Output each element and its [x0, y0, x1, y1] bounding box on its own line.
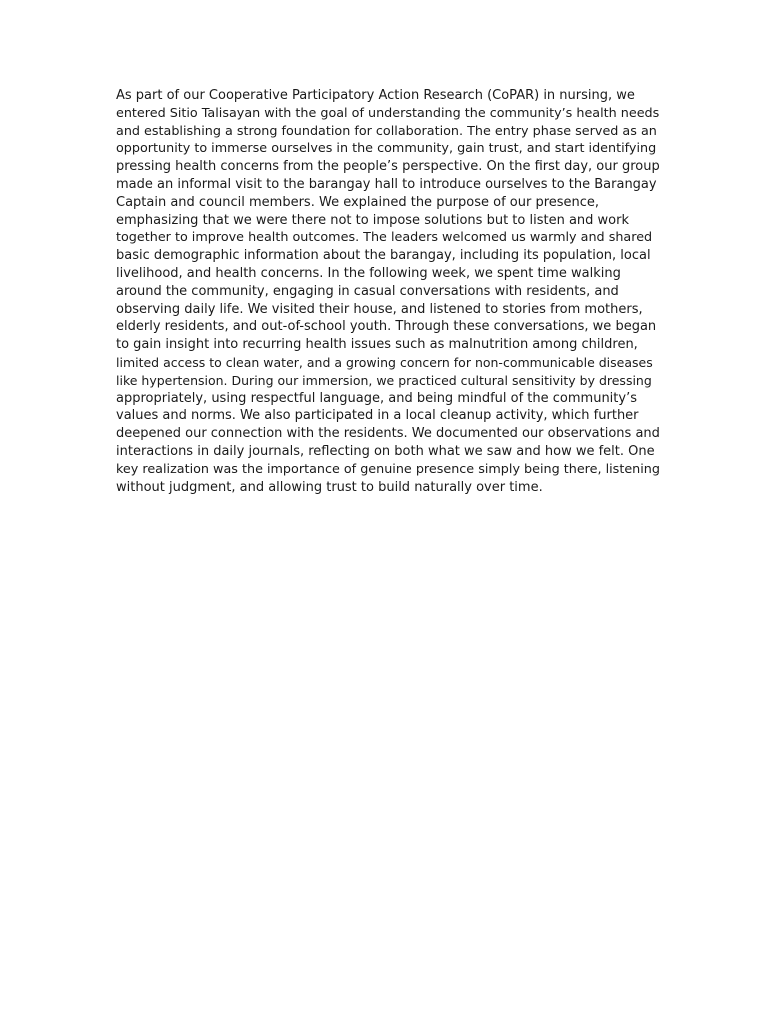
paragraph-line-19: values and norms. We also participated in a local cleanup activity, which further [116, 408, 639, 424]
paragraph-line-4: opportunity to immerse ourselves in the community, gain trust, and start identifying [116, 141, 657, 157]
paragraph-line-6: made an informal visit to the barangay hall to introduce ourselves to the Barangay [116, 176, 657, 192]
paragraph-line-16: limited access to clean water, and a growing concern for non-communicable diseases [116, 354, 653, 370]
paragraph-line-11: livelihood, and health concerns. In the following week, we spent time walking [116, 265, 621, 281]
paragraph-line-10: basic demographic information about the barangay, including its population, local [116, 248, 651, 264]
paragraph-line-21: interactions in daily journals, reflecting on both what we saw and how we felt. One [116, 443, 655, 459]
paragraph-line-8: emphasizing that we were there not to impose solutions but to listen and work [116, 212, 629, 228]
paragraph-line-23: without judgment, and allowing trust to build naturally over time. [116, 479, 543, 495]
paragraph-line-18: appropriately, using respectful language, and being mindful of the community’s [116, 390, 637, 406]
paragraph-line-2: entered Sitio Talisayan with the goal of understanding the community’s health needs [116, 105, 660, 121]
paragraph-line-17: like hypertension. During our immersion, we practiced cultural sensitivity by dressing [116, 372, 652, 388]
paragraph-line-5: pressing health concerns from the people’s perspective. On the first day, our group [116, 159, 660, 175]
paragraph-line-15: to gain insight into recurring health issues such as malnutrition among children, [116, 337, 638, 353]
paragraph-line-12: around the community, engaging in casual conversations with residents, and [116, 283, 619, 299]
paragraph-line-14: elderly residents, and out-of-school youth. Through these conversations, we began [116, 319, 657, 335]
body-paragraph [116, 87, 662, 496]
paragraph-line-1: As part of our Cooperative Participatory Action Research (CoPAR) in nursing, we [116, 88, 635, 103]
paragraph-line-9: together to improve health outcomes. The leaders welcomed us warmly and shared [116, 230, 653, 246]
paragraph-line-22: key realization was the importance of genuine presence simply being there, listening [116, 461, 660, 477]
paragraph-line-13: observing daily life. We visited their house, and listened to stories from mothers, [116, 301, 643, 317]
paragraph-line-7: Captain and council members. We explained the purpose of our presence, [116, 194, 600, 210]
paragraph-line-20: deepened our connection with the residents. We documented our observations and [116, 426, 660, 442]
paragraph-line-3: and establishing a strong foundation for collaboration. The entry phase served as an [116, 123, 657, 139]
